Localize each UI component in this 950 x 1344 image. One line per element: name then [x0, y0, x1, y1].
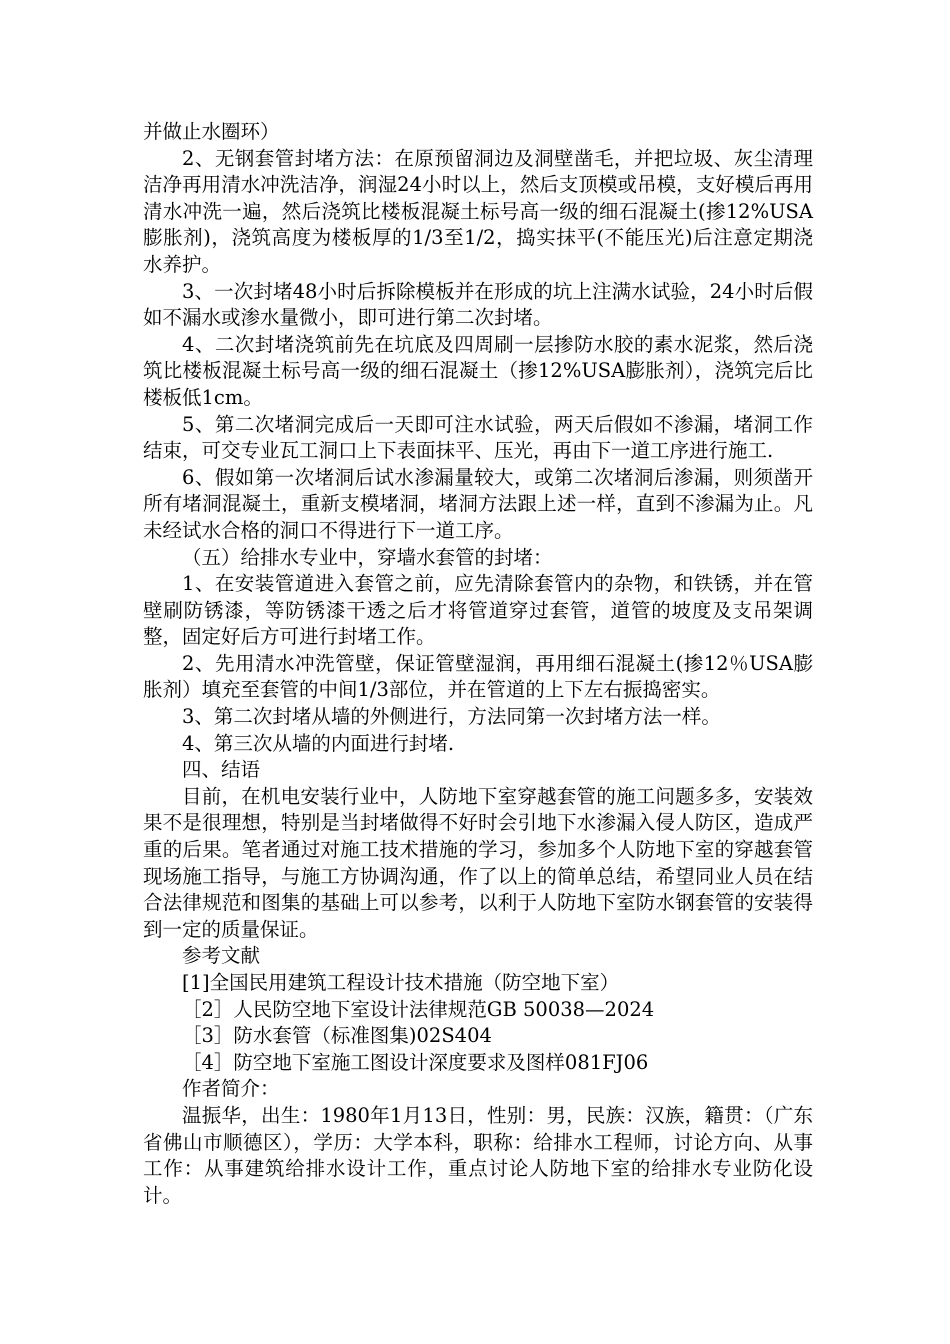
author-heading: 作者简介：: [182, 1077, 280, 1101]
paragraph-8: 2、先用清水冲洗管壁，保证管壁湿润，再用细石混凝土(掺12％USA膨胀剂）填充至套管的中间1/3部位，并在管道的上下左右振捣密实。: [143, 651, 813, 702]
reference-item: ［4］防空地下室施工图设计深度要求及图样081FJ06: [182, 1050, 649, 1074]
paragraph-9: 3、第二次封堵从墙的外侧进行，方法同第一次封堵方法一样。: [182, 705, 721, 729]
reference-item: [1]全国民用建筑工程设计技术措施（防空地下室）: [182, 971, 620, 994]
paragraph-2: 3、一次封堵48小时后拆除模板并在形成的坑上注满水试验，24小时后假如不漏水或渗水量微小，即可进行第二次封堵。: [143, 279, 813, 330]
paragraph-4: 5、第二次堵洞完成后一天即可注水试验，两天后假如不渗漏，堵洞工作结束，可交专业瓦工洞口上下表面抹平、压光，再由下一道工序进行施工.: [143, 412, 813, 463]
conclusion-paragraph: 目前，在机电安装行业中，人防地下室穿越套管的施工问题多多，安装效果不是很理想，特别是当封堵做得不好时会引地下水渗漏入侵人防区，造成严重的后果。笔者通过对施工技术措施的学习，参加多个人防地下室的穿越套管现场施工指导，与施工方协调沟通，作了以上的简单总结，希望同业人员在结合法律规范和图集的基础上可以参考，以利于人防地下室防水钢套管的安装得到一定的质量保证。: [143, 784, 813, 941]
reference-item: ［3］防水套管（标准图集)02S404: [182, 1024, 492, 1048]
section-heading-conclusion: 四、结语: [182, 758, 261, 782]
references-heading: 参考文献: [182, 944, 261, 968]
document-page: [143, 119, 813, 1209]
paragraph-1: 2、无钢套管封堵方法：在原预留洞边及洞壁凿毛，并把垃圾、灰尘清理洁净再用清水冲洗洁净，润湿24小时以上，然后支顶模或吊模，支好模后再用清水冲洗一遍，然后浇筑比楼板混凝土标号高一级的细石混凝土(掺12%USA膨胀剂)，浇筑高度为楼板厚的1/3至1/2，捣实抹平(不能压光)后注意定期浇水养护。: [143, 146, 813, 276]
paragraph-7: 1、在安装管道进入套管之前，应先清除套管内的杂物，和铁锈，并在管壁刷防锈漆，等防锈漆干透之后才将管道穿过套管，道管的坡度及支吊架调整，固定好后方可进行封堵工作。: [143, 572, 813, 649]
section-heading-five: （五）给排水专业中，穿墙水套管的封堵：: [182, 545, 553, 569]
author-bio: 温振华，出生：1980年1月13日，性别：男，民族：汉族，籍贯：（广东省佛山市顺德区），学历：大学本科，职称：给排水工程师，讨论方向、从事工作：从事建筑给排水设计工作，重点讨论人防地下室的给排水专业防化设计。: [143, 1103, 813, 1207]
paragraph-5: 6、假如第一次堵洞后试水渗漏量较大，或第二次堵洞后渗漏，则须凿开所有堵洞混凝土，重新支模堵洞，堵洞方法跟上述一样，直到不渗漏为止。凡未经试水合格的洞口不得进行下一道工序。: [143, 465, 813, 542]
paragraph-10: 4、第三次从墙的内面进行封堵.: [182, 731, 455, 755]
paragraph-0: 并做止水圈环）: [143, 120, 280, 143]
reference-item: ［2］人民防空地下室设计法律规范GB 50038—2024: [182, 997, 655, 1021]
paragraph-3: 4、二次封堵浇筑前先在坑底及四周刷一层掺防水胶的素水泥浆，然后浇筑比楼板混凝土标号高一级的细石混凝土（掺12%USA膨胀剂），浇筑完后比楼板低1cm。: [143, 332, 813, 409]
